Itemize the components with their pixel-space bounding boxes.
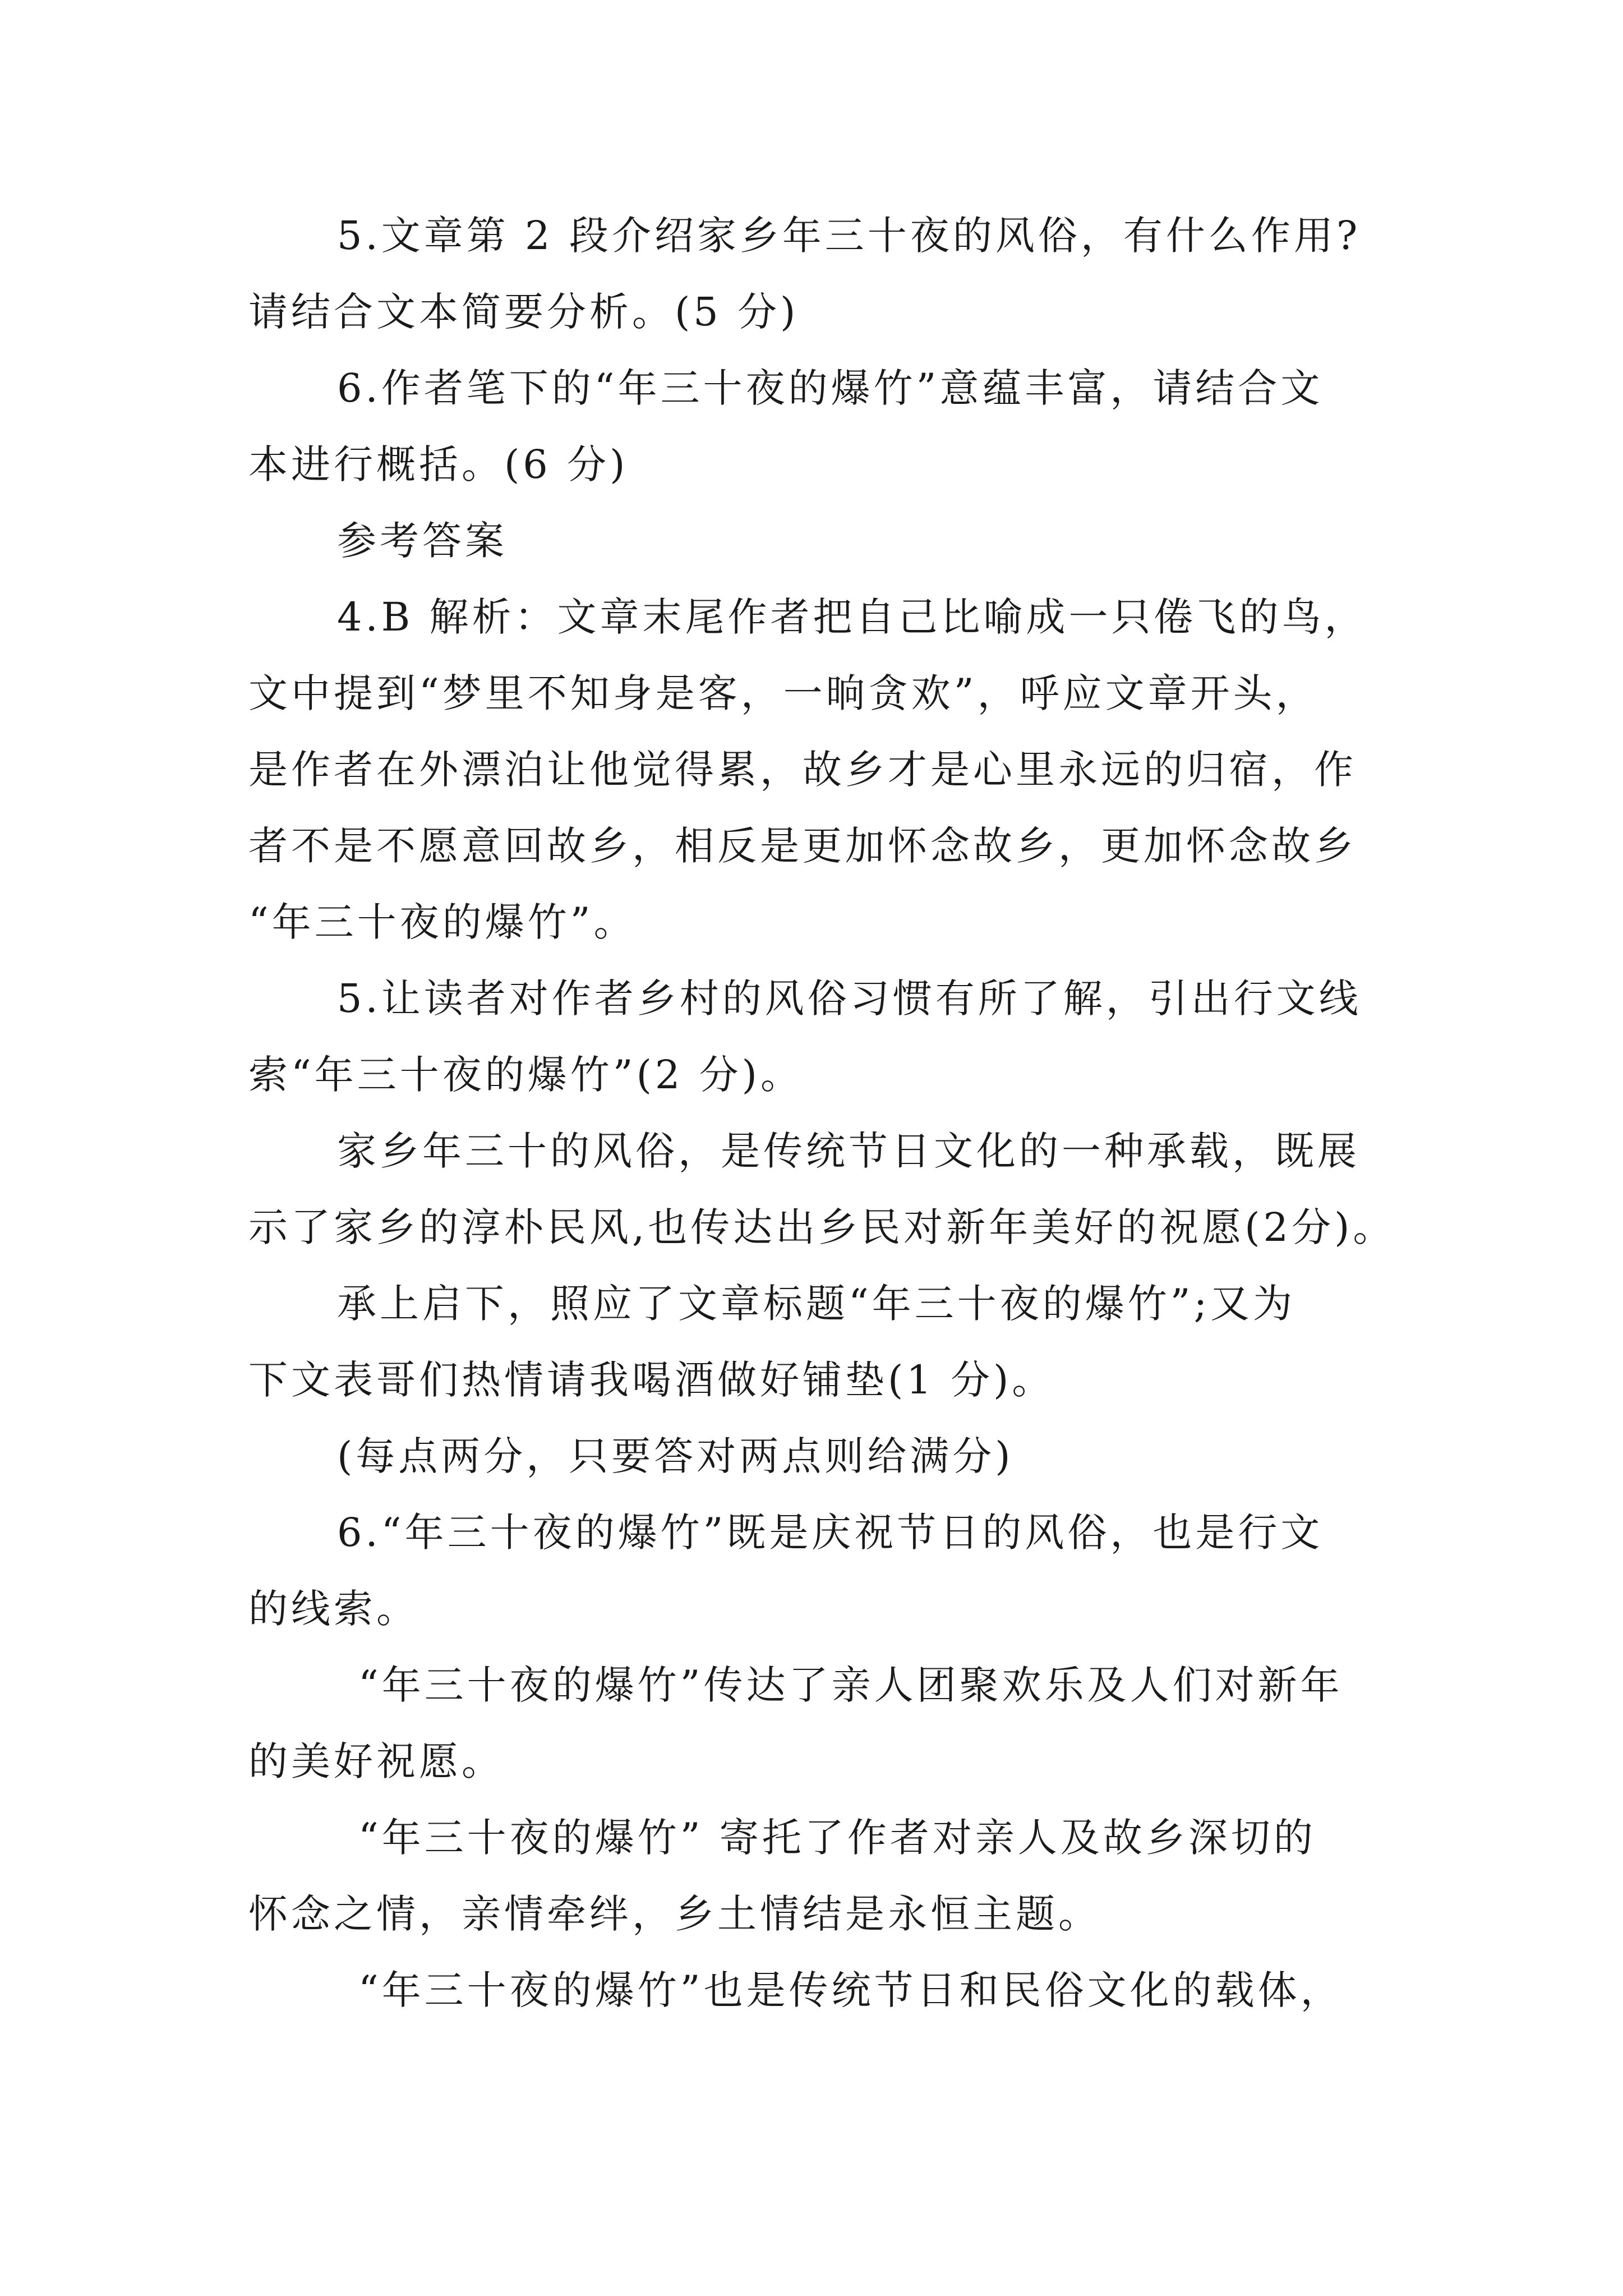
question-6-line-1: 6.作者笔下的“年三十夜的爆竹”意蕴丰富，请结合文 (337, 365, 1324, 411)
answer-5-scoring-note: (每点两分，只要答对两点则给满分) (337, 1433, 1014, 1479)
answer-4-line-4: 者不是不愿意回故乡，相反是更加怀念故乡，更加怀念故乡 (248, 823, 1357, 869)
answer-5-point-2-line-2: 示了家乡的淳朴民风,也传达出乡民对新年美好的祝愿(2分)。 (248, 1204, 1396, 1250)
answer-4-line-2: 文中提到“梦里不知身是客，一晌贪欢”，呼应文章开头， (248, 670, 1318, 716)
question-6-line-2: 本进行概括。(6 分) (248, 441, 629, 487)
answer-4-line-1: 4.B 解析：文章末尾作者把自己比喻成一只倦飞的鸟， (337, 594, 1367, 640)
answer-6-point-2-line-2: 的美好祝愿。 (248, 1738, 504, 1784)
answer-6-line-1: 6.“年三十夜的爆竹”既是庆祝节日的风俗，也是行文 (337, 1510, 1324, 1556)
answer-heading: 参考答案 (337, 518, 508, 564)
answer-4-line-3: 是作者在外漂泊让他觉得累，故乡才是心里永远的归宿，作 (248, 747, 1357, 793)
answer-6-point-3-line-1: “年三十夜的爆竹” 寄托了作者对亲人及故乡深切的 (358, 1815, 1316, 1861)
question-5-line-1: 5.文章第 2 段介绍家乡年三十夜的风俗，有什么作用? (337, 213, 1361, 259)
answer-6-point-2-line-1: “年三十夜的爆竹”传达了亲人团聚欢乐及人们对新年 (358, 1662, 1343, 1708)
document-body (248, 197, 1396, 2028)
question-5-line-2: 请结合文本简要分析。(5 分) (248, 289, 799, 335)
answer-6-point-4-line-1: “年三十夜的爆竹”也是传统节日和民俗文化的载体， (358, 1967, 1343, 2013)
answer-5-point-2-line-1: 家乡年三十的风俗，是传统节日文化的一种承载，既展 (337, 1128, 1360, 1174)
answer-5-point-3-line-1: 承上启下，照应了文章标题“年三十夜的爆竹”;又为 (337, 1281, 1296, 1327)
answer-5-point-3-line-2: 下文表哥们热情请我喝酒做好铺垫(1 分)。 (248, 1357, 1055, 1403)
answer-5-line-1: 5.让读者对作者乡村的风俗习惯有所了解，引出行文线 (337, 976, 1362, 1022)
answer-5-line-2: 索“年三十夜的爆竹”(2 分)。 (248, 1052, 803, 1098)
answer-6-line-2: 的线索。 (248, 1586, 419, 1632)
answer-4-line-5: “年三十夜的爆竹”。 (248, 899, 637, 945)
answer-6-point-3-line-2: 怀念之情，亲情牵绊，乡土情结是永恒主题。 (248, 1891, 1101, 1937)
